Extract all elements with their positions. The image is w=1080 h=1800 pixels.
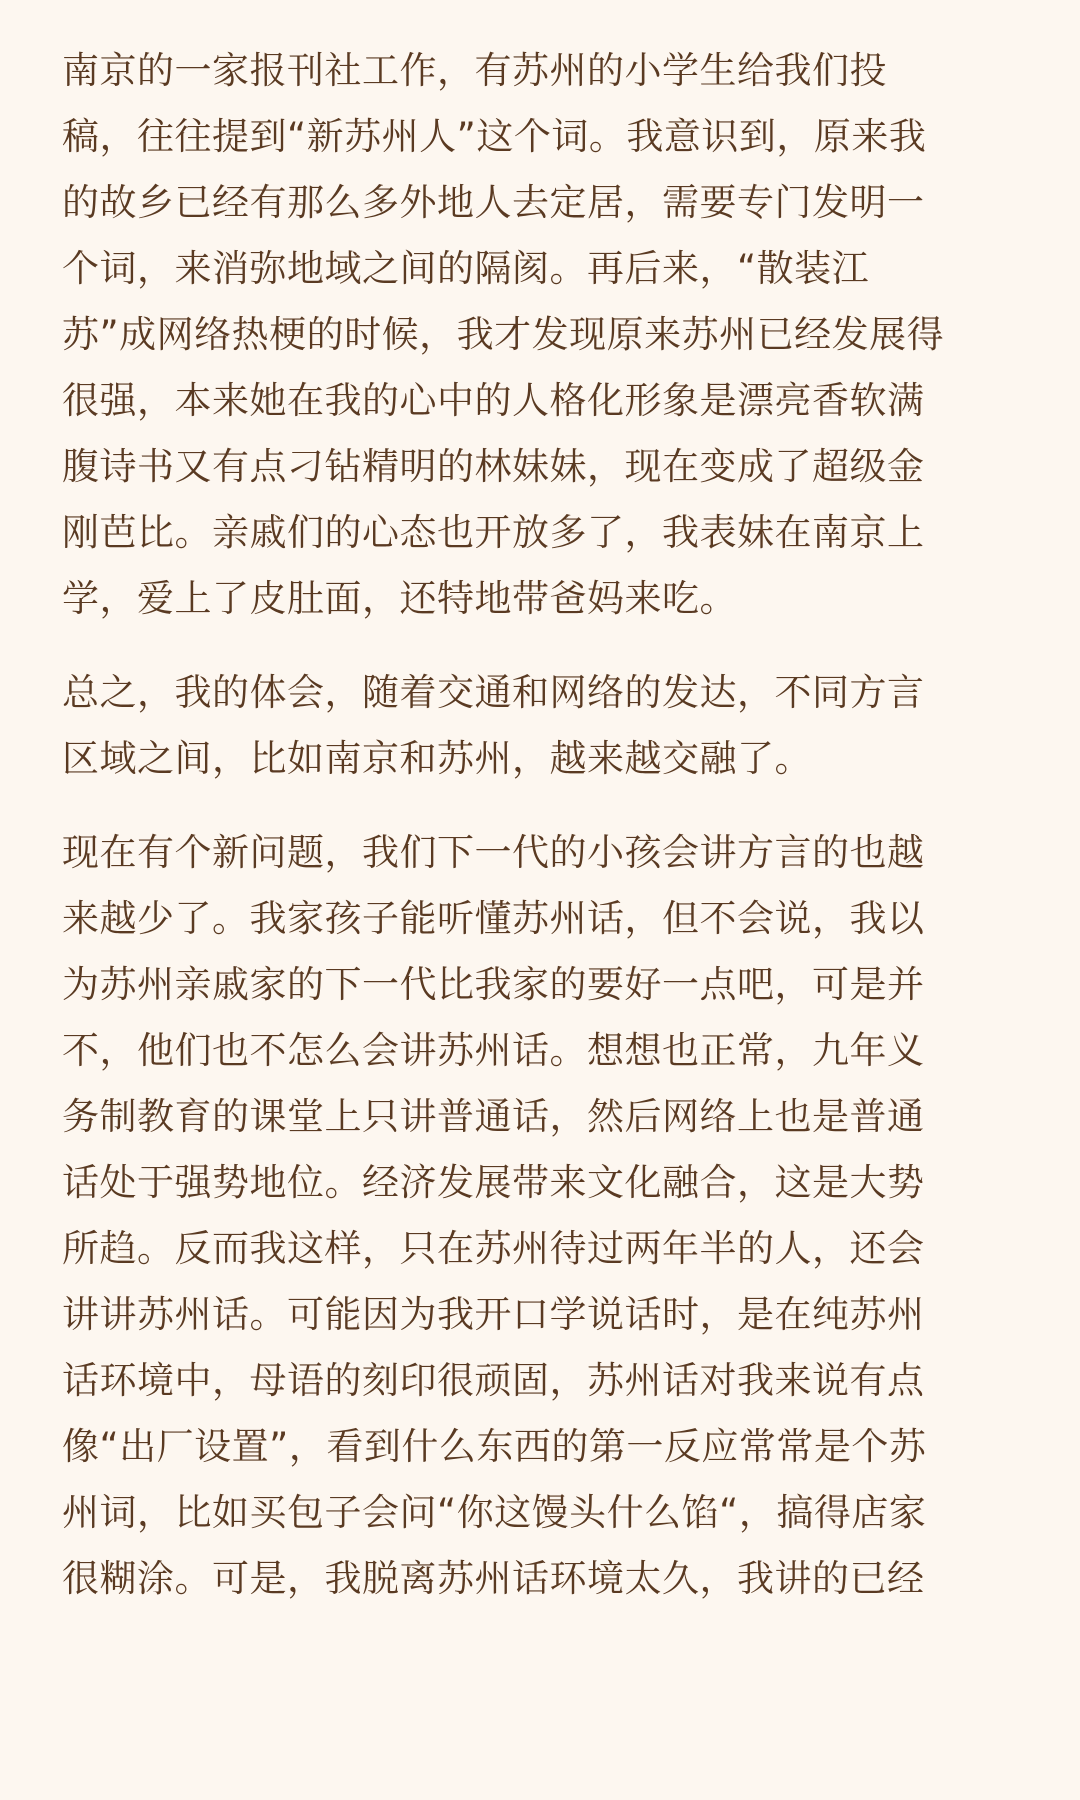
paragraph-1 [62,38,1020,632]
text-line: 不，他们也不怎么会讲苏州话。想想也正常，九年义 [62,1029,925,1072]
text-line: 很强，本来她在我的心中的人格化形象是漂亮香软满 [62,379,925,422]
text-line: 所趋。反而我这样，只在苏州待过两年半的人，还会 [62,1227,925,1270]
text-line: 腹诗书又有点刁钻精明的林妹妹，现在变成了超级金 [62,445,925,488]
text-line: 州词，比如买包子会问“你这馒头什么馅“，搞得店家 [62,1491,927,1534]
text-line: 现在有个新问题，我们下一代的小孩会讲方言的也越 [62,831,925,874]
text-line: 讲讲苏州话。可能因为我开口学说话时，是在纯苏州 [62,1293,925,1336]
text-line: 南京的一家报刊社工作，有苏州的小学生给我们投 [62,49,887,92]
text-line: 务制教育的课堂上只讲普通话，然后网络上也是普通 [62,1095,925,1138]
text-line: 为苏州亲戚家的下一代比我家的要好一点吧，可是并 [62,963,925,1006]
text-line: 话处于强势地位。经济发展带来文化融合，这是大势 [62,1161,925,1204]
paragraph-2 [62,660,1020,792]
text-line: 很糊涂。可是，我脱离苏州话环境太久，我讲的已经 [62,1557,925,1600]
text-line: 总之，我的体会，随着交通和网络的发达，不同方言 [62,671,925,714]
text-line: 来越少了。我家孩子能听懂苏州话，但不会说，我以 [62,897,925,940]
text-line: 区域之间，比如南京和苏州，越来越交融了。 [62,737,812,780]
paragraph-3 [62,820,1020,1612]
text-line: 像“出厂设置”，看到什么东西的第一反应常常是个苏 [62,1425,927,1468]
text-line: 刚芭比。亲戚们的心态也开放多了，我表妹在南京上 [62,511,925,554]
text-line: 个词，来消弥地域之间的隔阂。再后来，“散装江 [62,247,870,290]
text-line: 的故乡已经有那么多外地人去定居，需要专门发明一 [62,181,925,224]
text-line: 学，爱上了皮肚面，还特地带爸妈来吃。 [62,577,737,620]
text-line: 话环境中，母语的刻印很顽固，苏州话对我来说有点 [62,1359,925,1402]
text-line: 苏”成网络热梗的时候，我才发现原来苏州已经发展得 [62,313,945,356]
text-line: 稿，往往提到“新苏州人”这个词。我意识到，原来我 [62,115,927,158]
